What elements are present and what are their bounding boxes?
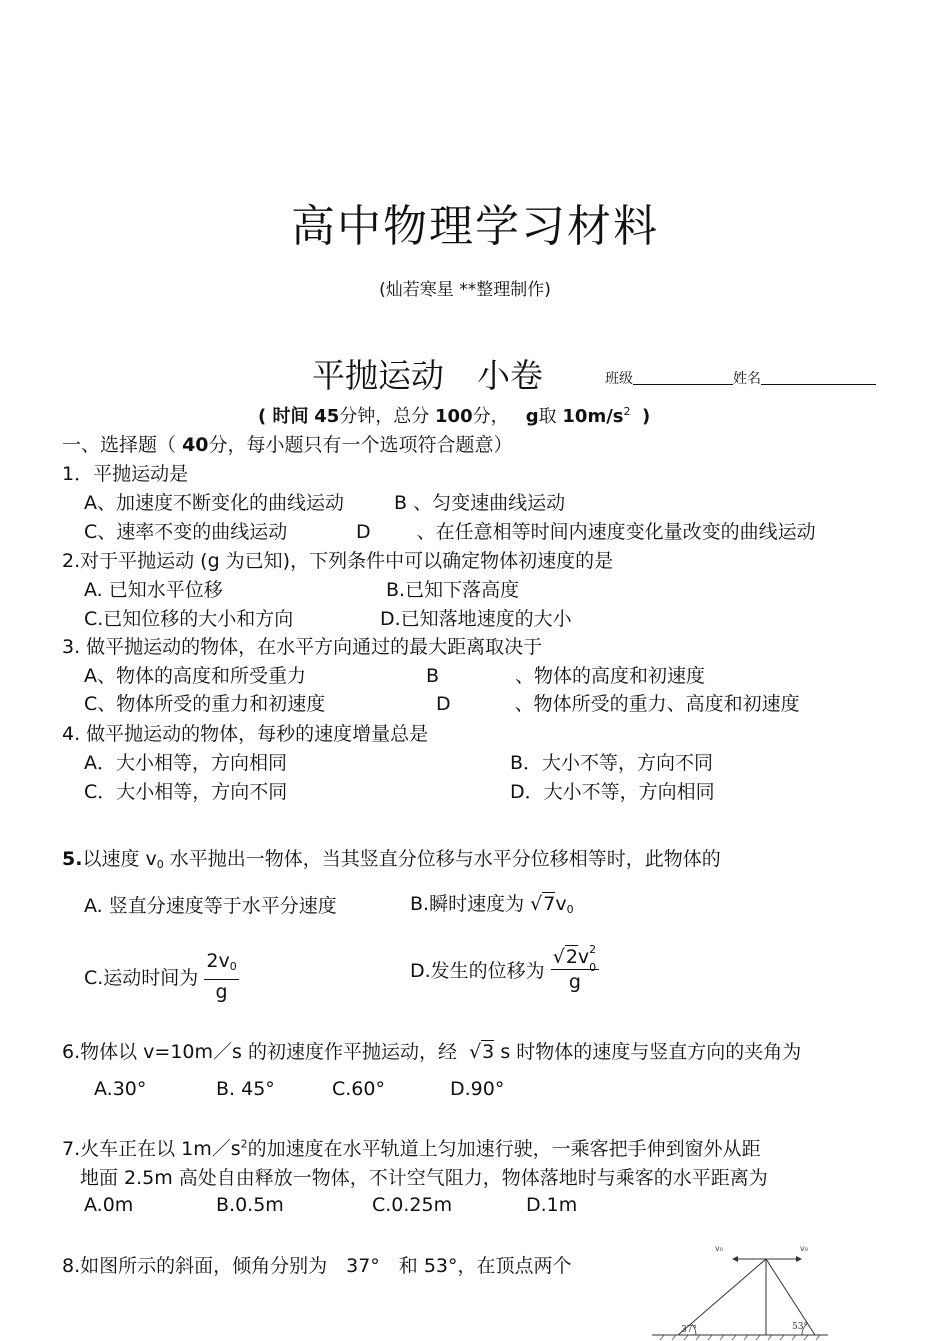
quiz-title: 平抛运动 小卷 [312, 356, 543, 395]
q3-b-letter: B [426, 665, 440, 687]
q5-option-b[interactable] [410, 889, 574, 916]
q7-line1-sup: 2 [240, 1137, 248, 1151]
q5-c-den: g [215, 981, 228, 1003]
q5-option-a[interactable]: A. 竖直分速度等于水平分速度 [84, 895, 337, 917]
q7-line1-b: 的加速度在水平轨道上匀加速行驶，一乘客把手伸到窗外从距 [247, 1138, 761, 1160]
q4-option-b[interactable]: B．大小不等，方向不同 [510, 752, 714, 774]
q7-stem-line2: 地面 2.5m 高处自由释放一物体，不计空气阻力，物体落地时与乘客的水平距离为 [80, 1167, 768, 1189]
section-heading [62, 430, 513, 457]
info-fen: 分， [472, 406, 509, 427]
sqrt-icon: √3 [469, 1041, 495, 1063]
q7-option-a[interactable]: A.0m [84, 1194, 134, 1216]
left-incline-line [678, 1259, 766, 1335]
q6-option-a[interactable]: A.30° [94, 1078, 147, 1100]
q2-option-c[interactable]: C.已知位移的大小和方向 [84, 608, 294, 630]
q2-stem: 2.对于平抛运动 (g 为已知)，下列条件中可以确定物体初速度的是 [62, 550, 614, 572]
q5-c-fraction [204, 949, 238, 1004]
fig-v-left: v₀ [715, 1244, 723, 1253]
name-blank[interactable] [761, 370, 876, 385]
q1-d-letter: D [356, 521, 371, 543]
q7-option-c[interactable]: C.0.25m [372, 1194, 453, 1216]
q7-stem-line1 [62, 1134, 761, 1161]
q5-stem-b: 水平抛出一物体，当其竖直分位移与水平分位移相等时，此物体的 [169, 848, 721, 870]
q5-option-c[interactable] [84, 949, 239, 1004]
fig-angle-right: 53° [792, 1322, 808, 1332]
q7-option-b[interactable]: B.0.5m [216, 1194, 284, 1216]
section-text: 一、选择题（ [62, 434, 177, 456]
q3-option-d[interactable] [436, 689, 800, 716]
info-min: 分钟，总分 [339, 406, 430, 427]
q5-b-v: v [555, 893, 567, 915]
q5-d-sup: 2 [589, 942, 597, 956]
q3-stem: 3. 做平抛运动的物体，在水平方向通过的最大距离取决于 [62, 636, 543, 658]
q5-b-sub: 0 [566, 903, 574, 916]
q6-stem-a: 6.物体以 v=10m／s 的初速度作平抛运动，经 [62, 1041, 457, 1063]
q3-option-c[interactable]: C、物体所受的重力和初速度 [84, 693, 326, 715]
q5-d-text: D.发生的位移为 [410, 960, 545, 982]
q6-stem-b: s 时物体的速度与竖直方向的夹角为 [500, 1041, 802, 1063]
q6-option-b[interactable]: B. 45° [216, 1078, 275, 1100]
q3-option-b[interactable] [426, 661, 705, 688]
info-val: 10m/s [562, 406, 624, 427]
info-close: ) [641, 406, 651, 427]
q4-stem: 4. 做平抛运动的物体，每秒的速度增量总是 [62, 723, 429, 745]
q5-c-num: 2v [206, 950, 230, 972]
right-arrowhead [796, 1256, 802, 1262]
q5-stem-a: 以速度 v [82, 848, 157, 870]
q7-line1-a: 7.火车正在以 1m／s [62, 1138, 241, 1160]
info-take: 取 [538, 406, 557, 427]
q5-option-d[interactable] [410, 942, 599, 994]
section-points: 40 [182, 434, 209, 456]
q5-sub: 0 [156, 858, 164, 871]
sqrt-icon: √7 [530, 893, 556, 915]
q4-option-c[interactable]: C．大小相等，方向不同 [84, 781, 288, 803]
left-arrowhead [732, 1256, 738, 1262]
q6-option-c[interactable]: C.60° [332, 1078, 385, 1100]
q5-d-den: g [568, 971, 581, 993]
q3-b-text: 、物体的高度和初速度 [515, 665, 706, 687]
q5-stem [62, 844, 721, 871]
q5-b-text: B.瞬时速度为 [410, 893, 525, 915]
q2-option-d[interactable]: D.已知落地速度的大小 [380, 608, 572, 630]
q7-option-d[interactable]: D.1m [526, 1194, 578, 1216]
q5-c-num-sub: 0 [229, 960, 237, 973]
incline-figure [652, 1238, 832, 1341]
q1-option-b[interactable]: B 、匀变速曲线运动 [394, 492, 566, 514]
doc-credit: (灿若寒星 **整理制作) [379, 280, 551, 300]
q3-option-a[interactable]: A、物体的高度和所受重力 [84, 665, 306, 687]
name-label: 姓名 [733, 371, 761, 387]
q1-stem: 1．平抛运动是 [62, 463, 189, 485]
q5-num: 5. [62, 848, 83, 870]
exam-info [258, 402, 650, 428]
info-open: ( 时间 [258, 406, 309, 427]
q4-option-d[interactable]: D．大小不等，方向相同 [510, 781, 715, 803]
doc-title: 高中物理学习材料 [291, 201, 659, 252]
q3-d-letter: D [436, 693, 451, 715]
q1-option-c[interactable]: C、速率不变的曲线运动 [84, 521, 288, 543]
q5-d-fraction [551, 942, 599, 994]
q3-d-text: 、物体所受的重力、高度和初速度 [514, 693, 800, 715]
fig-angle-left: 37° [681, 1325, 697, 1335]
info-exp: 2 [623, 405, 631, 418]
q1-d-text: 、在任意相等时间内速度变化量改变的曲线运动 [416, 521, 816, 543]
q1-option-a[interactable]: A、加速度不断变化的曲线运动 [84, 492, 344, 514]
q6-stem [62, 1037, 801, 1064]
q5-c-text: C.运动时间为 [84, 967, 199, 989]
q2-option-b[interactable]: B.已知下落高度 [386, 579, 520, 601]
q1-option-d[interactable] [356, 517, 816, 544]
q6-option-d[interactable]: D.90° [450, 1078, 505, 1100]
info-g: g [525, 406, 539, 427]
info-score: 100 [435, 406, 473, 427]
q5-d-v: v [577, 946, 590, 968]
q4-option-a[interactable]: A．大小相等，方向相同 [84, 752, 287, 774]
student-fields [605, 368, 876, 388]
q5-d-sub: 0 [589, 960, 597, 974]
section-rest: 分，每小题只有一个选项符合题意） [208, 434, 513, 456]
class-blank[interactable] [633, 370, 733, 385]
q2-option-a[interactable]: A. 已知水平位移 [84, 579, 223, 601]
info-time: 45 [314, 406, 340, 427]
class-label: 班级 [605, 371, 633, 387]
q8-stem: 8.如图所示的斜面，倾角分别为 37° 和 53°，在顶点两个 [62, 1255, 572, 1277]
sqrt-icon: √2 [552, 946, 578, 968]
fig-v-right: v₀ [800, 1244, 808, 1253]
